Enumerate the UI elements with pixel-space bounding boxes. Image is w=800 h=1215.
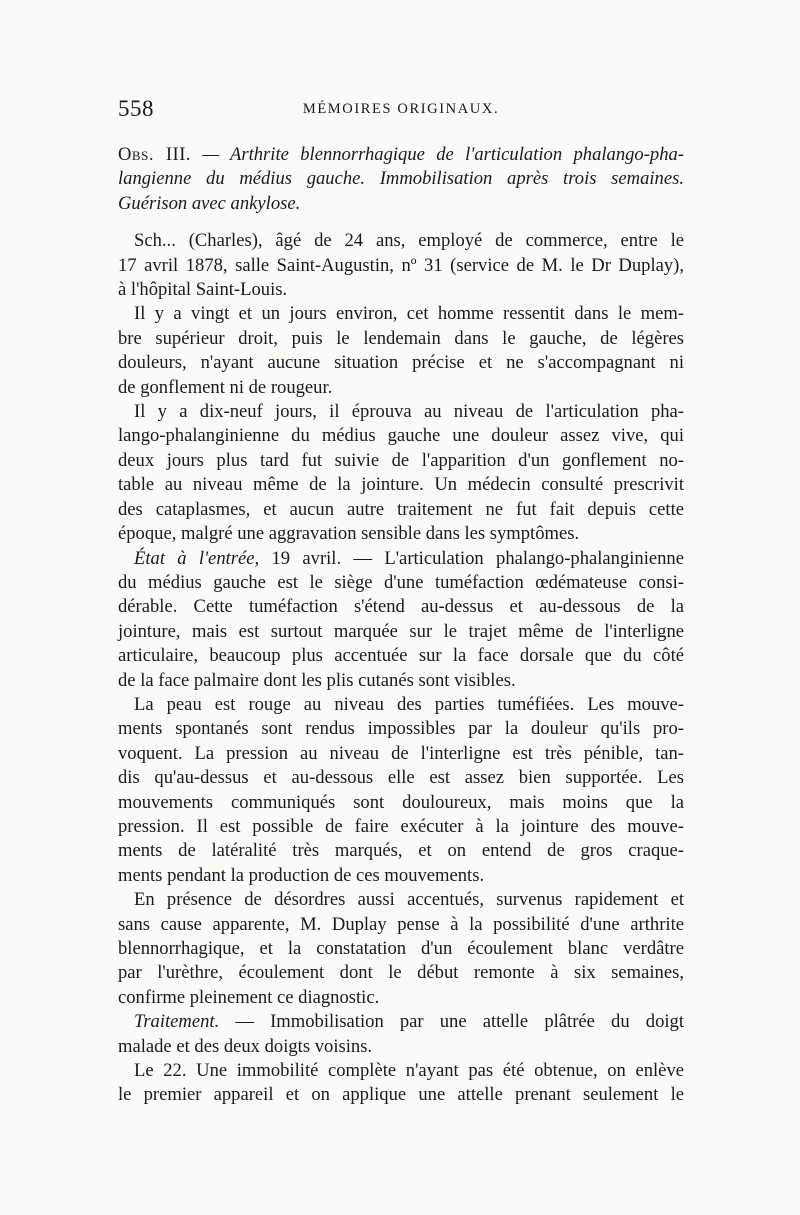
paragraph-line: ments de latéralité très marqués, et on entend de gros craque- bbox=[118, 840, 684, 862]
paragraph-line: La peau est rouge au niveau des parties tuméfiées. Les mouve- bbox=[134, 693, 684, 715]
page-number: 558 bbox=[118, 96, 154, 121]
observation-title bbox=[118, 143, 684, 216]
paragraph bbox=[118, 1010, 684, 1059]
paragraph-line: douleurs, n'ayant aucune situation précise et ne s'accompagnant ni bbox=[118, 352, 684, 374]
paragraph bbox=[118, 888, 684, 1010]
paragraph-line: blennorrhagique, et la constatation d'un écoulement blanc verdâtre bbox=[118, 938, 684, 959]
paragraph-line: articulaire, beaucoup plus accentuée sur la face dorsale que du côté bbox=[118, 645, 684, 667]
observation-title-line: Guérison avec ankylose. bbox=[118, 192, 301, 214]
paragraphs bbox=[118, 229, 684, 1108]
paragraph bbox=[118, 693, 684, 888]
observation-label: Obs. III. bbox=[118, 144, 192, 165]
paragraph-lead: Traitement. bbox=[134, 1011, 220, 1033]
paragraph-line: table au niveau même de la jointure. Un médecin consulté prescrivit bbox=[118, 474, 684, 496]
paragraph-line: à l'hôpital Saint-Louis. bbox=[118, 279, 288, 301]
paragraph-line: En présence de désordres aussi accentués, survenus rapidement et bbox=[134, 889, 684, 911]
paragraph-line: jointure, mais est surtout marquée sur le trajet même de l'interligne bbox=[118, 620, 684, 642]
paragraph bbox=[118, 229, 684, 302]
paragraph-line: par l'urèthre, écoulement dont le début remonte à six semaines, bbox=[118, 962, 684, 984]
paragraph-line: Il y a dix-neuf jours, il éprouva au niveau de l'articulation pha- bbox=[134, 401, 684, 423]
paragraph-line: des cataplasmes, et aucun autre traitement ne fut fait depuis cette bbox=[118, 498, 684, 520]
paragraph-line: Le 22. Une immobilité complète n'ayant pas été obtenue, on enlève bbox=[134, 1060, 684, 1082]
paragraph-line: ments spontanés sont rendus impossibles par la douleur qu'ils pro- bbox=[118, 718, 684, 740]
paragraph-line: deux jours plus tard fut suivie de l'apparition d'un gonflement no- bbox=[118, 449, 684, 471]
paragraph-line: du médius gauche est le siège d'une tuméfaction œdémateuse consi- bbox=[118, 571, 684, 593]
paragraph-line: bre supérieur droit, puis le lendemain dans le gauche, de légères bbox=[118, 327, 684, 349]
paragraph-line: époque, malgré une aggravation sensible dans les symptômes. bbox=[118, 523, 580, 545]
running-title: MÉMOIRES ORIGINAUX. bbox=[302, 101, 500, 117]
paragraph-line: confirme pleinement ce diagnostic. bbox=[118, 986, 380, 1008]
paragraph-line: de gonflement ni de rougeur. bbox=[118, 376, 333, 398]
article-body bbox=[118, 143, 684, 1108]
paragraph-line: dis qu'au-dessus et au-dessous elle est assez bien supportée. Les bbox=[118, 767, 684, 789]
paragraph-line: pression. Il est possible de faire exécuter à la jointure des mouve- bbox=[118, 815, 684, 837]
paragraph bbox=[118, 1059, 684, 1108]
paragraph-line: Sch... (Charles), âgé de 24 ans, employé de commerce, entre le bbox=[134, 230, 684, 252]
paragraph-line: 17 avril 1878, salle Saint-Augustin, nº 31 (service de M. le Dr Duplay), bbox=[118, 254, 684, 276]
paragraph-line: État à l'entrée, 19 avril. — L'articulation phalango-phalanginienne bbox=[134, 547, 684, 569]
observation-title-line: Obs. III. — Arthrite blennorrhagique de l'articulation phalango-pha- bbox=[118, 144, 685, 165]
observation-title-line: langienne du médius gauche. Immobilisation après trois semaines. bbox=[118, 168, 684, 190]
paragraph-line: voquent. La pression au niveau de l'interligne est très pénible, tan- bbox=[118, 742, 684, 764]
paragraph bbox=[118, 400, 684, 546]
paragraph-line: malade et des deux doigts voisins. bbox=[118, 1035, 373, 1057]
paragraph-line: de la face palmaire dont les plis cutanés sont visibles. bbox=[118, 669, 516, 691]
paragraph-lead: État à l'entrée, bbox=[134, 547, 260, 569]
paragraph-line: le premier appareil et on applique une attelle prenant seulement le bbox=[118, 1084, 684, 1106]
page-header bbox=[118, 96, 684, 126]
section-gap bbox=[118, 216, 684, 229]
paragraph-line: ments pendant la production de ces mouvements. bbox=[118, 864, 485, 886]
paragraph bbox=[118, 547, 684, 693]
paragraph bbox=[118, 302, 684, 400]
paragraph-line: lango-phalanginienne du médius gauche une douleur assez vive, qui bbox=[118, 425, 684, 447]
paragraph-line: sans cause apparente, M. Duplay pense à la possibilité d'une arthrite bbox=[118, 913, 684, 935]
paragraph-line: dérable. Cette tuméfaction s'étend au-dessus et au-dessous de la bbox=[118, 596, 684, 618]
paragraph-line: mouvements communiqués sont douloureux, mais moins que la bbox=[118, 791, 684, 813]
paragraph-line: Il y a vingt et un jours environ, cet homme ressentit dans le mem- bbox=[134, 303, 684, 325]
paragraph-line: Traitement. — Immobilisation par une attelle plâtrée du doigt bbox=[134, 1011, 684, 1033]
